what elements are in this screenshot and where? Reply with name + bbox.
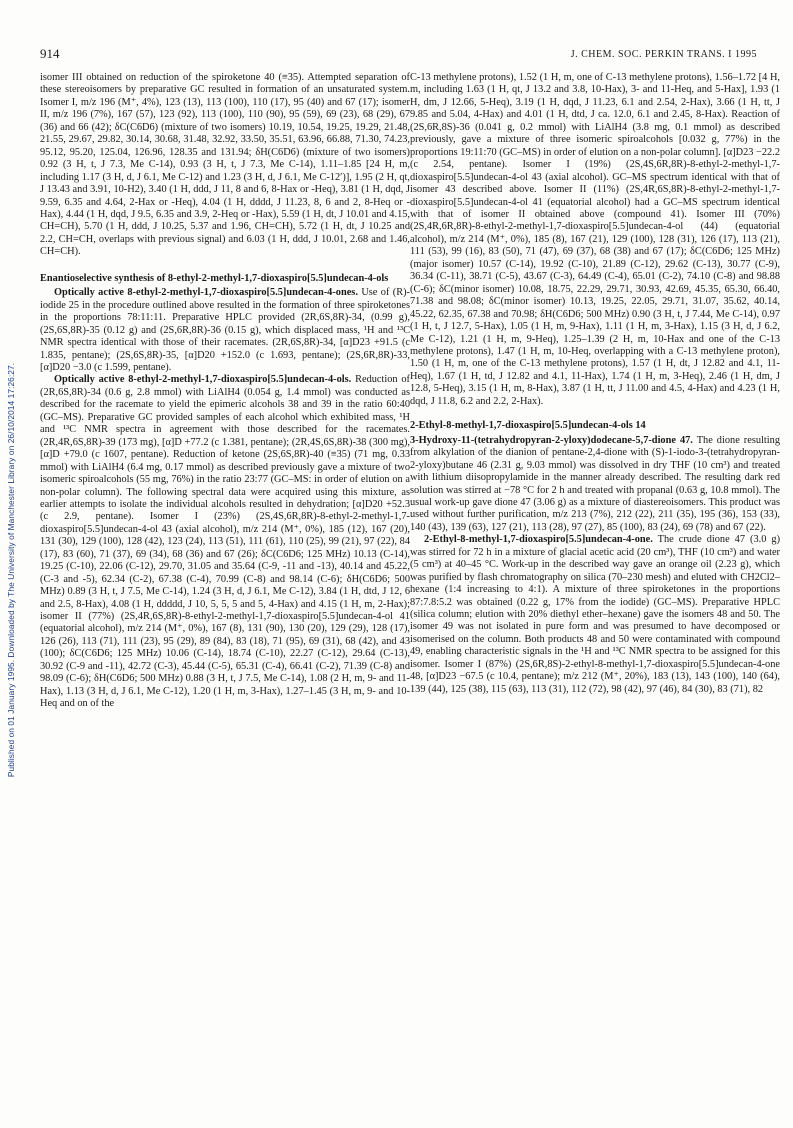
section-heading: Enantioselective synthesis of 8-ethyl-2-methyl-1,7-dioxaspiro[5.5]undecan-4-ols [40, 272, 389, 284]
paragraph [40, 374, 410, 710]
paragraph [40, 287, 410, 374]
left-column [40, 72, 410, 1102]
paragraph: C-13 methylene protons), 1.52 (1 H, m, one of C-13 methylene protons), 1.56–1.72 [4 H, m, including 1.63 (1 H, qt, J 13.2 and 3.8, 10-Hax), 3- and 11-Heq, and 5-Hax], 1.93 (1 H, dm, J 12.66, 5-Heq), 3.19 (1 H, dqd, J 11.23, 6.1 and 2.54, 2-Hax), 3.66 (1 H, tt, J 9.85 and 5.04, 4-Hax) and 4.01 (1 H, dtd, J ca. 12.0, 6.1 and 2.45, 8-Hax). Reaction of (2S,6R,8S)-36 (0.041 g, 0.2 mmol) with LiAlH4 (3.8 mg, 0.1 mmol) as described previously, gave a mixture of three isomeric spiroalcohols [0.032 g, 77%) in the proportions 19:11:70 (GC–MS) in order of elution on a non-polar column]. [α]D23 −22.2 (c 2.54, pentane). Isomer I (19%) (2S,4S,6R,8R)-8-ethyl-2-methyl-1,7-dioxaspiro[5.5]undecan-4-ol 43 (axial alcohol). GC–MS spectrum identical with that of isomer 43 described above. Isomer II (11%) (2S,4R,6S,8R)-8-ethyl-2-methyl-1,7-dioxaspiro[5.5]undecan-4-ol 41 (equatorial alcohol) had a GC–MS spectrum identical with that of isomer II obtained above (compound 41). Isomer III (70%) (2S,4R,6R,8R)-8-ethyl-2-methyl-1,7-dioxaspiro[5.5]undecan-4-ol (44) (equatorial alcohol), m/z 214 (M⁺, 0%), 185 (8), 167 (21), 129 (100), 128 (31), 126 (17), 113 (21), 111 (53), 99 (16), 83 (50), 71 (47), 69 (37), 68 (38) and 67 (17); δC(C6D6; 125 MHz) (major isomer) 10.57 (C-14), 19.92 (C-10), 21.89 (C-12), 29.62 (C-13), 30.77 (C-9), 36.34 (C-11), 38.71 (C-5), 43.67 (C-3), 64.49 (C-4), 65.01 (C-2), 74.10 (C-8) and 98.88 (C-6); δC(minor isomer) 10.08, 18.75, 22.29, 29.71, 30.93, 42.69, 45.35, 65.30, 66.40, 71.38 and 98.08; δC(minor isomer) 10.13, 19.25, 22.05, 29.71, 31.07, 35.62, 40.14, 45.22, 62.35, 67.38 and 70.98; δH(C6D6; 500 MHz) 0.90 (3 H, t, J 7.44, Me C-14), 0.97 (1 H, t, J 12.7, 5-Hax), 1.05 (1 H, m, 9-Hax), 1.11 (1 H, m, 3-Hax), 1.15 (3 H, d, J 6.2, Me C-12), 1.21 (1 H, m, 9-Heq), 1.25–1.39 (2 H, m, 10-Hax and one of the C-13 methylene protons), 1.47 (1 H, m, 10-Heq, overlapping with a C-13 methylene proton), 1.50 (1 H, m, one of the C-13 methylene protons), 1.57 (1 H, dt, J 12.82 and 4.1, 11-Heq), 1.67 (1 H, td, J 12.82 and 4.1, 11-Hax), 1.74 (1 H, m, 3-Heq), 2.46 (1 H, dm, J 12.8, 5-Heq), 3.15 (1 H, m, 8-Hax), 3.87 (1 H, tt, J 11.00 and 4.5, 4-Hax) and 4.23 (1 H, dqd, J 11.8, 6.2 and 2.2, 2-Hax). [410, 72, 780, 407]
paragraph [410, 534, 780, 696]
download-notice-text: Published on 01 January 1995. Downloaded by The University of Manchester Library on 26/10/2014 17:26:27. [6, 362, 17, 778]
journal-header: J. CHEM. SOC. PERKIN TRANS. I 1995 [570, 49, 757, 60]
page-number: 914 [40, 46, 60, 61]
paragraph-lead: 2-Ethyl-8-methyl-1,7-dioxaspiro[5.5]undecan-4-one. [424, 534, 653, 546]
paragraph [410, 435, 780, 535]
section-heading: 2-Ethyl-8-methyl-1,7-dioxaspiro[5.5]undecan-4-ols 14 [410, 420, 646, 432]
download-notice [4, 120, 18, 1020]
paragraph-lead: Optically active 8-ethyl-2-methyl-1,7-dioxaspiro[5.5]undecan-4-ols. [54, 374, 352, 386]
paragraph: isomer III obtained on reduction of the spiroketone 40 (≡35). Attempted separation of these stereoisomers by preparative GC resulted in formation of an unsaturated system. Isomer I, m/z 196 (M⁺, 4%), 123 (13), 113 (100), 110 (17), 95 (40) and 67 (17); isomer II, m/z 196 (7%), 167 (57), 123 (92), 113 (100), 110 (90), 95 (59), 69 (23), 68 (29), 67 (36) and 66 (42); δC(C6D6) (mixture of two isomers) 10.19, 10.54, 19.25, 19.29, 21.48, 21.55, 29.67, 29.82, 30.14, 30.68, 31.48, 32.92, 33.50, 35.51, 63.96, 66.88, 71.30, 74.23, 95.12, 95.20, 125.04, 126.96, 128.35 and 131.94; δH(C6D6) (mixture of two isomers) 0.92 (3 H, t, J 7.3, Me C-14), 0.93 (3 H, t, J 7.3, Me C-14), 1.11–1.85 [24 H, m, including 1.17 (3 H, d, J 6.1, Me C-12) and 1.23 (3 H, d, J 6.1, Me C-12′)], 1.95 (2 H, qt, J 13.43 and 3.91, 10-H2), 3.40 (1 H, ddd, J 11, 8 and 6, 8-Hax or -Heq), 3.81 (1 H, dqd, J 9.59, 6.35 and 4.64, 2-Hax or -Heq), 4.04 (1 H, dddd, J 11.23, 8, 6 and 2, 8-Heq or -Hax), 4.44 (1 H, dqd, J 9.5, 6.35 and 3.9, 2-Heq or -Hax), 5.59 (1 H, dt, J 10.01 and 4.15, CH=CH), 5.70 (1 H, ddd, J 10.25, 5.37 and 1.96, CH=CH), 5.72 (1 H, dt, J 10.25 and 2.2, CH=CH, overlaps with previous signal) and 6.03 (1 H, ddd, J 10.01, 2.68 and 1.46, CH=CH). [40, 72, 410, 258]
paragraph-body: Use of (R)-iodide 25 in the procedure outlined above resulted in the formation of three spiroketones in the proportions 78:11:11. Preparative HPLC provided (2R,6S,8R)-34, (0.99 g), (2S,6S,8R)-35 (0.12 g) and (2S,6R,8R)-36 (0.15 g), which displaced mass, ¹H and ¹³C NMR spectra identical with those of their racemates. (2R,6S,8R)-34, [α]D23 +91.5 (c 1.835, pentane); (2S,6S,8R)-35, [α]D20 +152.0 (c 1.693, pentane); (2S,6R,8R)-33, [α]D20 −3.0 (c 1.599, pentane). [40, 287, 410, 373]
paragraph-lead: 3-Hydroxy-11-(tetrahydropyran-2-yloxy)dodecane-5,7-dione 47. [410, 434, 693, 446]
paragraph-body: Reduction of (2R,6S,8R)-34 (0.6 g, 2.8 mmol) with LiAlH4 (0.054 g, 1.4 mmol) was conducted as described for the racemate to yield the epimeric alcohols 38 and 39 in the ratio 60:40 (GC–MS). Preparative GC provided samples of each alcohol which exhibited mass, ¹H and ¹³C NMR spectra in agreement with those described for the racemates. (2R,4R,6S,8R)-39 (173 mg), [α]D +77.2 (c 1.381, pentane); (2R,4S,6S,8R)-38 (300 mg), [α]D +79.0 (c 1607, pentane). Reduction of ketone (2S,6S,8R)-40 (≡35) (71 mg, 0.33 mmol) with LiAlH4 (6.4 mg, 0.17 mmol) as described previously gave a mixture of two isomeric spiroalcohols (55 mg, 76%) in the ratio 23:77 (GC–MS: in order of elution on a non-polar column). The following spectral data were acquired using this mixture, as earlier attempts to isolate the individual alcohols resulted in dehydration; [α]D20 +52.3 (c 2.9, pentane). Isomer I (23%) (2S,4S,6R,8R)-8-ethyl-2-methyl-1,7-dioxaspiro[5.5]undecan-4-ol 43 (axial alcohol), m/z 214 (M⁺, 0%), 185 (12), 167 (20), 131 (30), 129 (100), 128 (42), 123 (24), 113 (51), 111 (61), 110 (25), 99 (21), 97 (22), 84 (17), 83 (60), 71 (37), 69 (34), 68 (36) and 67 (26); δC(C6D6; 125 MHz) 10.13 (C-14), 19.25 (C-10), 22.06 (C-12), 29.70, 31.05 and 35.64 (C-9, -11 and -13), 40.14 and 45.22, (C-3 and -5), 62.34 (C-2), 67.38 (C-4), 70.99 (C-8) and 98.14 (C-6); δH(C6D6; 500 MHz) 0.89 (3 H, t, J 7.5, Me C-14), 1.24 (3 H, d, J 6.1, Me C-12), 3.84 (1 H, dtd, J 12, 6 and 2.5, 8-Hax), 4.08 (1 H, ddddd, J 10, 5, 5, 5 and 5, 4-Hax) and 4.15 (1 H, m, 2-Hax); isomer II (77%) (2S,4R,6S,8R)-8-ethyl-2-methyl-1,7-dioxaspiro[5.5]undecan-4-ol 41 (equatorial alcohol), m/z 214 (M⁺, 0%), 167 (8), 131 (90), 130 (20), 129 (29), 128 (17), 126 (26), 113 (71), 111 (23), 95 (29), 89 (84), 83 (18), 71 (95), 69 (31), 68 (42), and 43 (100); δC(C6D6; 125 MHz) 10.06 (C-14), 18.74 (C-10), 22.27 (C-12), 29.64 (C-13), 30.92 (C-9 and -11), 42.72 (C-3), 45.44 (C-5), 65.31 (C-4), 66.41 (C-2), 71.39 (C-8) and 98.09 (C-6); δH(C6D6; 500 MHz) 0.88 (3 H, t, J 7.5, Me C-14), 1.08 (2 H, m, 9- and 11-Hax), 1.13 (3 H, d, J 6.1, Me C-12), 1.20 (1 H, m, 3-Hax), 1.27–1.45 (3 H, m, 9- and 10-Heq and on of the [40, 374, 410, 710]
paragraph-body: The crude dione 47 (3.0 g) was stirred for 72 h in a mixture of glacial acetic acid (20 cm³), THF (10 cm³) and water (5 cm³) at 40–45 °C. Work-up in the described way gave an orange oil (2.23 g), which was purified by flash chromatography on silica (70–230 mesh) and eluted with CH2Cl2–hexane (1:4 increasing to 4:1). A mixture of three spiroketones in the proportions 87:7.8:5.2 was obtained (0.22 g, 17% from the iodide) (GC–MS). Preparative HPLC (silica column; elution with 20% diethyl ether–hexane) gave the isomers 48 and 50. The isomer 49 was not isolated in pure form and was presumed to have decomposed or isomerised on the column. Both products 48 and 50 were contaminated with compound 49, enabling characteristic signals in the ¹H and ¹³C NMR spectra to be assigned for this isomer. Isomer I (87%) (2S,6R,8S)-2-ethyl-8-methyl-1,7-dioxaspiro[5.5]undecan-4-one 48, [α]D23 −67.5 (c 10.4, pentane); m/z 212 (M⁺, 20%), 183 (13), 143 (100), 140 (64), 139 (44), 125 (38), 115 (63), 113 (31), 112 (72), 98 (42), 97 (46), 84 (30), 83 (71), 82 [410, 534, 780, 695]
right-column [410, 72, 780, 1102]
paragraph-lead: Optically active 8-ethyl-2-methyl-1,7-dioxaspiro[5.5]undecan-4-ones. [54, 287, 358, 299]
paragraph-body: The dione resulting from alkylation of the dianion of pentane-2,4-dione with (S)-1-iodo-3-(tetrahydropyran-2-yloxy)butane 46 (2.31 g, 9.03 mmol) was dissolved in dry THF (10 cm³) and treated with lithium diisopropylamide in the manner already described. The resulting dark red solution was stirred at −78 °C for 2 h and treated with propanal (0.63 g, 10.8 mmol). The usual work-up gave dione 47 (3.06 g) as a mixture of diastereoisomers. This product was used without further purification, m/z 213 (7%), 212 (22), 211 (35), 195 (36), 153 (33), 140 (43), 139 (63), 127 (21), 113 (28), 97 (27), 85 (100), 83 (24), 69 (78) and 67 (22). [410, 434, 780, 533]
